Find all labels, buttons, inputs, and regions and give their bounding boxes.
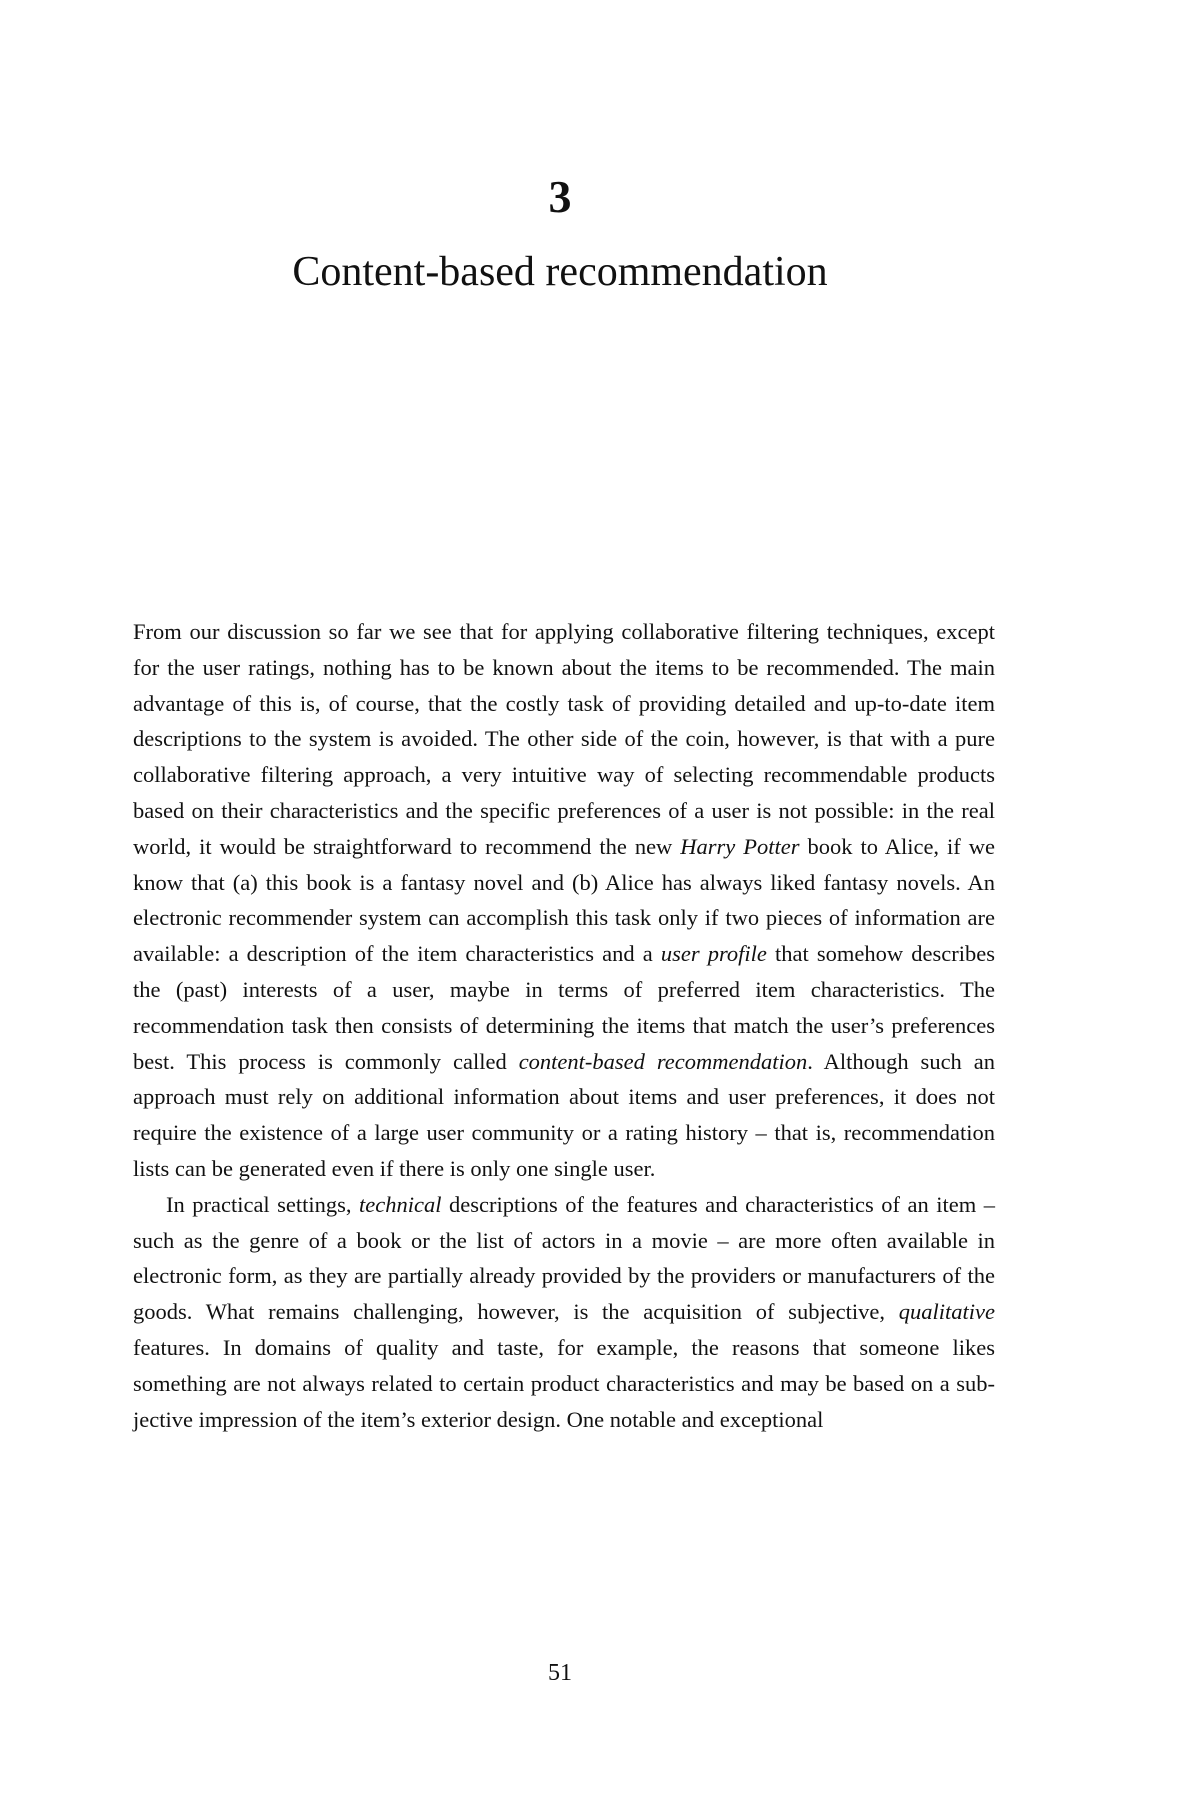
chapter-title: Content-based recommendation (292, 249, 828, 295)
emphasis-user-profile: user profile (660, 941, 767, 967)
page-number: 51 (548, 1660, 572, 1686)
paragraph-2 (133, 1187, 995, 1438)
body-text (133, 614, 995, 1437)
paragraph-2-text-3: features. In domains of quality and taste, for example, the reasons that someone likes something are not always related to certain product characteristics and may be based on a subjective impression of the item’s exterior design. One notable and exceptional (133, 1334, 995, 1432)
paragraph-1-text-1: From our discussion so far we see that for applying collaborative filtering techniques, except for the user ratings, nothing has to be known about the items to be recommended. The main advantage of this is, of course, that the costly task of providing detailed and up-to-date item descriptions to the system is avoided. The other side of the coin, however, is that with a pure collaborative filtering approach, a very intuitive way of selecting recommendable products based on their characteristics and the specific preferences of a user is not possible: in the real world, it would be straightforward to recommend the new (133, 619, 995, 859)
paragraph-1-text-3: that somehow describes the (past) interests of a user, maybe in terms of preferred item characteristics. The recommendation task then consists of determining the items that match the user’s preferences best. This process is commonly called (133, 941, 996, 1074)
emphasis-technical: technical (359, 1191, 442, 1217)
paragraph-1-text-4: . Although such an approach must rely on additional information about items and user preferences, it does not require the existence of a large user community or a rating history – that is, recommendation lists can be generated even if there is only one single user. (133, 1048, 996, 1181)
paragraph-2-text-2: descriptions of the features and characteristics of an item – such as the genre of a book or the list of actors in a movie – are more often available in electronic form, as they are partially already provided by the providers or manufacturers of the goods. What remains challenging, however, is the acquisition of subjective, (133, 1191, 995, 1325)
emphasis-harry-potter: Harry Potter (680, 833, 800, 859)
emphasis-content-based-recommendation: content-based recommendation (518, 1048, 808, 1074)
paragraph-1-text-2: book to Alice, if we know that (a) this book is a fantasy novel and (b) Alice has always liked fantasy novels. An electronic recommender system can accomplish this task only if two pieces of information are available: a description of the item characteristics and a (133, 833, 995, 967)
paragraph-2-text-1: In practical settings, (166, 1191, 360, 1217)
chapter-number: 3 (548, 171, 572, 222)
paragraph-1 (133, 614, 995, 1187)
emphasis-qualitative: qualitative (898, 1299, 995, 1325)
